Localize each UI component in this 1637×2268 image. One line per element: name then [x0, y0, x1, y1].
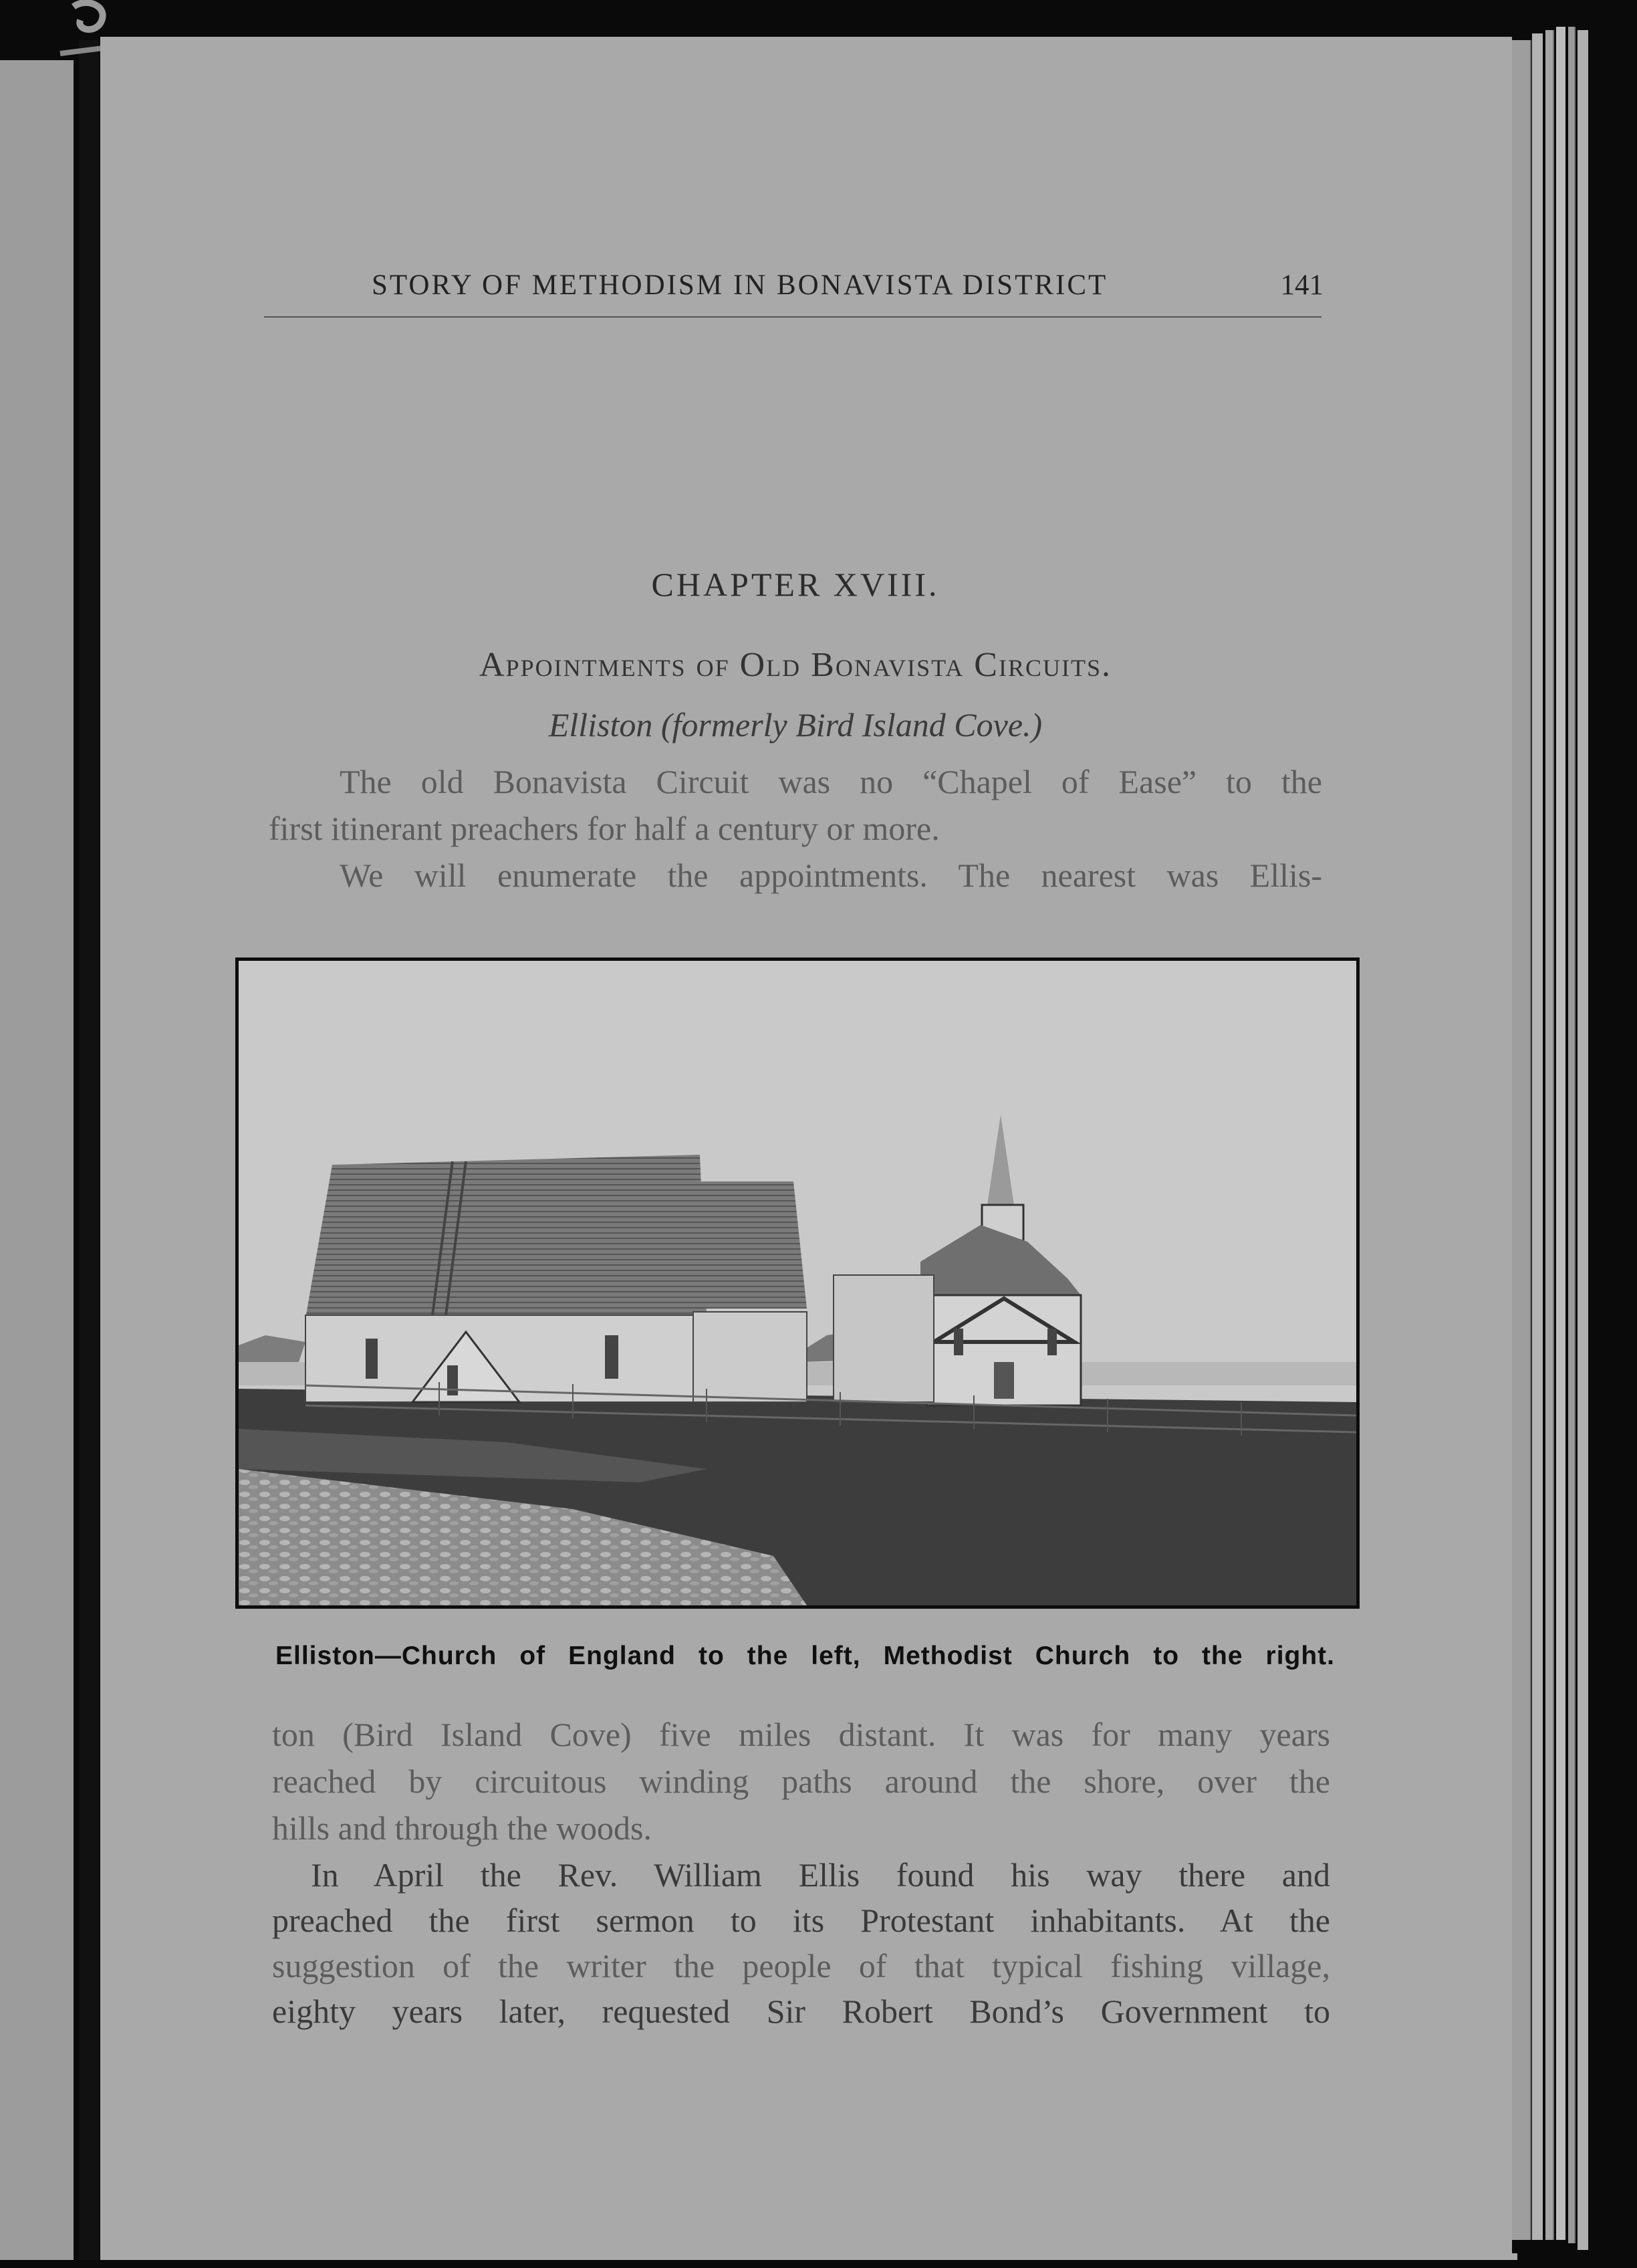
paragraph-2-line-1: We will enumerate the appointments. The nearest was Ellis-: [340, 857, 1322, 894]
chapter-title: CHAPTER XVIII.: [651, 566, 940, 603]
church-photograph: [235, 957, 1360, 1609]
figure-caption: Elliston—Church of England to the left, Methodist Church to the right.: [275, 1641, 1335, 1670]
page-edges: [1512, 27, 1619, 2253]
paragraph-3-line-3: suggestion of the writer the people of that typical fishing village,: [272, 1947, 1330, 1984]
section-title: Appointments of Old Bonavista Circuits.: [479, 646, 1112, 684]
paragraph-1-line-2: first itinerant preachers for half a century or more.: [269, 810, 940, 847]
paragraph-2-line-3: reached by circuitous winding paths around the shore, over the: [272, 1763, 1330, 1800]
paragraph-1-line-1: The old Bonavista Circuit was no “Chapel of Ease” to the: [340, 763, 1322, 800]
place-heading: Elliston (formerly Bird Island Cove.): [548, 706, 1043, 744]
paragraph-3-line-2: preached the first sermon to its Protestant inhabitants. At the: [272, 1902, 1330, 1939]
running-head: STORY OF METHODISM IN BONAVISTA DISTRICT: [372, 269, 1108, 301]
book-spine: [79, 40, 99, 2260]
paragraph-2-line-2: ton (Bird Island Cove) five miles distant. It was for many years: [272, 1716, 1330, 1753]
paragraph-3-line-4: eighty years later, requested Sir Robert Bond’s Government to: [272, 1993, 1330, 2030]
paragraph-2-line-4: hills and through the woods.: [272, 1809, 652, 1847]
paragraph-3-line-1: In April the Rev. William Ellis found his way there and: [311, 1856, 1330, 1894]
page-number: 141: [1280, 269, 1324, 301]
left-page-edge: [0, 60, 74, 2260]
header-rule: [264, 316, 1321, 318]
